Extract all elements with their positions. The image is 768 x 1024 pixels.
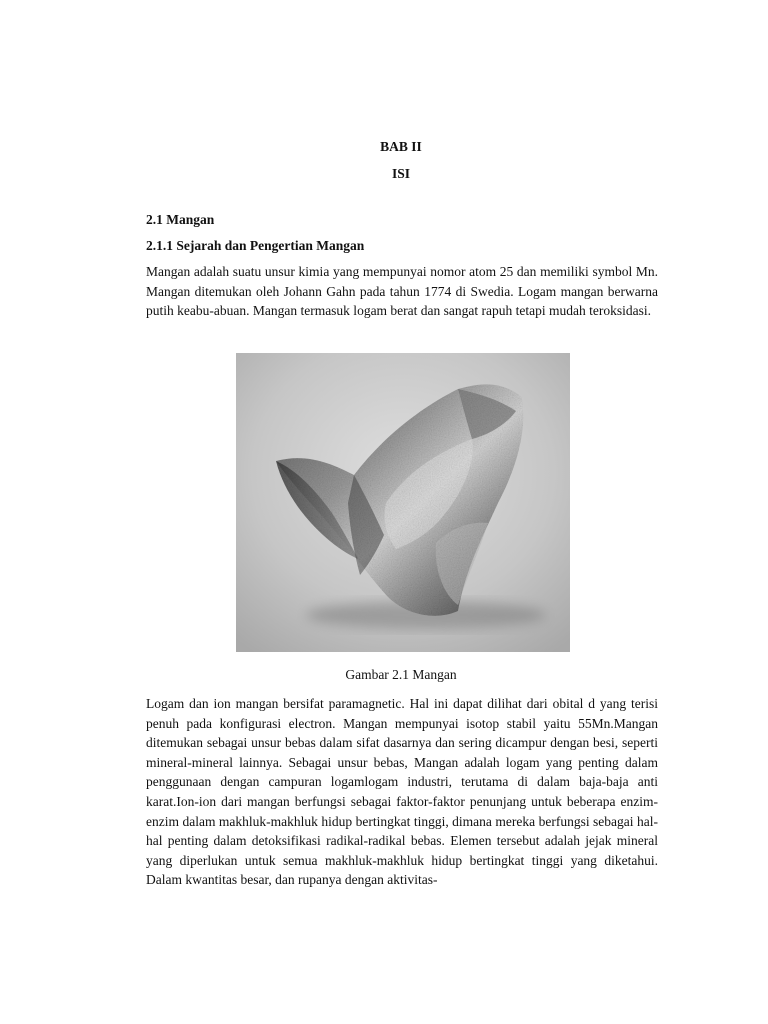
figure-caption: Gambar 2.1 Mangan <box>345 667 457 682</box>
body-paragraph: Logam dan ion mangan bersifat paramagnetic. Hal ini dapat dilihat dari obital d yang terisi penuh pada konfigurasi electron. Mangan mempunyai isotop stabil yaitu 55Mn.Mangan ditemukan sebagai unsur bebas dalam sifat dasarnya dan sering dicampur dengan besi, seperti mineral-mineral lainnya. Sebagai unsur bebas, Mangan adalah logam yang penting dalam penggunaan dengan campuran logamlogam industri, terutama di dalam baja-baja anti karat.Ion-ion dari mangan berfungsi sebagai faktor-faktor penunjang untuk beberapa enzim-enzim dalam makhluk-makhluk hidup bertingkat tinggi, dimana mereka berfungsi sebagai hal-hal penting dalam detoksifikasi radikal-radikal bebas. Elemen tersebut adalah jejak mineral yang diperlukan untuk semua makhluk-makhluk hidup bertingkat tinggi yang diketahui. Dalam kwantitas besar, dan rupanya dengan aktivitas- <box>146 696 658 888</box>
section-heading: 2.1 Mangan <box>146 212 215 227</box>
manganese-rock-illustration <box>236 353 570 652</box>
manganese-photo <box>236 353 570 652</box>
subsection-heading: 2.1.1 Sejarah dan Pengertian Mangan <box>146 238 365 253</box>
chapter-label: BAB II <box>380 139 422 154</box>
chapter-title: ISI <box>391 166 410 181</box>
intro-paragraph: Mangan adalah suatu unsur kimia yang mempunyai nomor atom 25 dan memiliki symbol Mn. Mangan ditemukan oleh Johann Gahn pada tahun 1774 di Swedia. Logam mangan berwarna putih keabu-abuan. Mangan termasuk logam berat dan sangat rapuh tetapi mudah teroksidasi. <box>146 264 658 319</box>
